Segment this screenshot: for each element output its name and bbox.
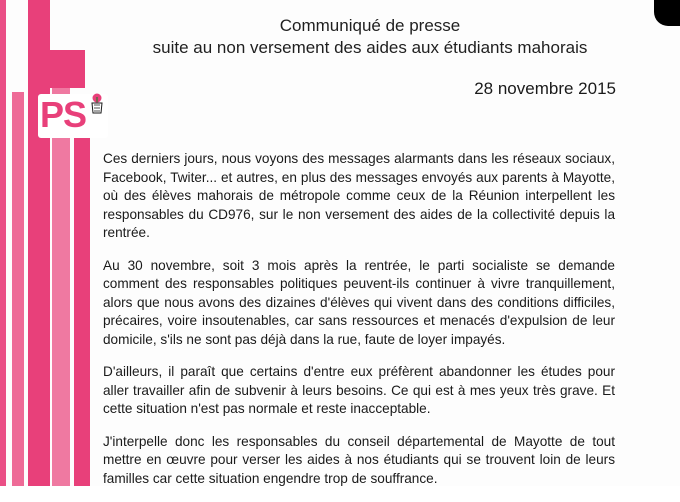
document-title: Communiqué de presse: [279, 16, 461, 35]
paragraph: D'ailleurs, il paraît que certains d'entre eux préfèrent abandonner les études pour aller travailler afin de subvenir à leurs besoins. Ce qui est à mes yeux très grave. Et cette situation n'est pas normale et reste inacceptable.: [103, 364, 615, 416]
paragraph: Au 30 novembre, soit 3 mois après la rentrée, le parti socialiste se demande comment des responsables politiques peuvent-ils continuer à vivre tranquillement, alors que nous avons des dizaines d'élèves qui vivent dans des conditions difficiles, précaires, voire insoutenables, car sans ressources et menacés d'expulsion de leur domicile, s'ils ne sont pas déjà dans la rue, faute de loyer impayés.: [103, 257, 615, 347]
decorative-stripe: [40, 50, 85, 88]
scan-corner-mark: [654, 0, 680, 26]
paragraph: J'interpelle donc les responsables du conseil départemental de Mayotte de tout mettre en œuvre pour verser les aides à nos étudiants qui se trouvent loin de leurs familles car cette situation engendre trop de souffrance.: [103, 433, 615, 486]
party-logo: PS: [40, 94, 87, 135]
decorative-stripe: [12, 92, 24, 486]
document-subtitle: suite au non versement des aides aux étudiants mahorais: [152, 38, 588, 57]
decorative-stripe: [74, 94, 90, 486]
document-date: 28 novembre 2015: [474, 79, 616, 98]
decorative-stripe: [0, 0, 6, 486]
rose-in-fist-icon: [88, 93, 106, 115]
document-body: [103, 150, 615, 502]
paragraph: Ces derniers jours, nous voyons des messages alarmants dans les réseaux sociaux, Facebook, Twiter... et autres, en plus des messages envoyés aux parents à Mayotte, où des élèves mahorais de métropole comme ceux de la Réunion interpellent les responsables du CD976, sur le non versement des aides de la collectivité depuis la rentrée.: [103, 151, 615, 240]
